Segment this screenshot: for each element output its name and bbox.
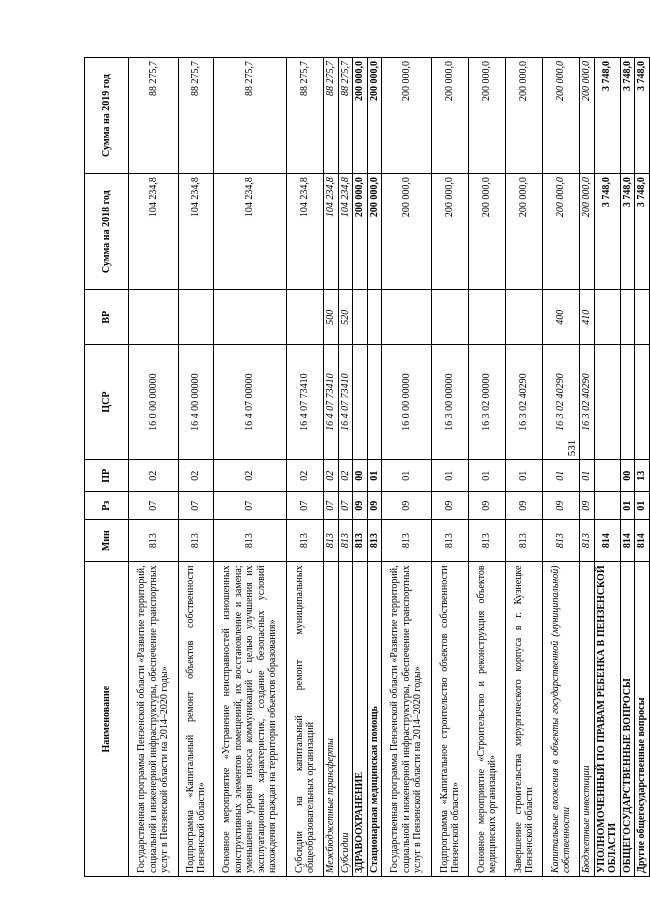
cell-sum-2019: 200 000,0 [469,58,506,174]
cell-sum-2019: 200 000,0 [543,58,580,174]
cell-vr [214,290,287,345]
cell-min: 813 [338,519,353,561]
cell-sum-2018: 200 000,0 [543,174,580,290]
cell-vr [129,290,179,345]
cell-rz: 07 [324,492,339,519]
cell-min: 813 [580,519,595,561]
cell-pr: 02 [214,460,287,492]
cell-sum-2018: 200 000,0 [506,174,543,290]
header-vr: ВР [85,290,129,345]
cell-name: Завершение строительства хирургического корпуса в г. Кузнецке Пензенской области [506,562,543,877]
cell-sum-2019: 88 275,7 [179,58,214,174]
cell-min: 814 [635,519,650,561]
cell-vr [506,290,543,345]
cell-vr: 520 [338,290,353,345]
cell-sum-2018: 200 000,0 [580,174,595,290]
header-min: Мин [85,519,129,561]
cell-min: 814 [620,519,635,561]
cell-csr: 16 3 02 00000 [469,345,506,460]
cell-pr: 02 [338,460,353,492]
cell-vr [469,290,506,345]
cell-pr: 00 [620,460,635,492]
cell-min: 813 [469,519,506,561]
cell-csr [367,345,382,460]
cell-rz [594,492,620,519]
cell-min: 814 [594,519,620,561]
cell-vr [635,290,650,345]
cell-rz: 07 [179,492,214,519]
cell-rz: 09 [469,492,506,519]
cell-sum-2019: 200 000,0 [382,58,432,174]
table-row [432,58,469,877]
table-row [338,58,353,877]
header-row [85,58,129,877]
cell-sum-2018: 200 000,0 [367,174,382,290]
cell-min: 813 [214,519,287,561]
header-rz: Рз [85,492,129,519]
cell-sum-2018: 104 234,8 [179,174,214,290]
cell-csr: 16 4 07 00000 [214,345,287,460]
cell-min: 813 [506,519,543,561]
cell-name: Основное мероприятие «Строительство и реконструкция объектов медицинских организаций» [469,562,506,877]
cell-rz: 07 [214,492,287,519]
table-row [382,58,432,877]
cell-pr: 02 [324,460,339,492]
cell-name: УПОЛНОМОЧЕННЫЙ ПО ПРАВАМ РЕБЕНКА В ПЕНЗЕНСКОЙ ОБЛАСТИ [594,562,620,877]
table-row [594,58,620,877]
cell-sum-2019: 3 748,0 [635,58,650,174]
cell-sum-2019: 88 275,7 [287,58,324,174]
cell-sum-2019: 200 000,0 [353,58,368,174]
header-pr: ПР [85,460,129,492]
cell-pr: 01 [432,460,469,492]
cell-name: Бюджетные инвестиции [580,562,595,877]
cell-pr: 01 [382,460,432,492]
cell-pr: 01 [469,460,506,492]
cell-pr: 02 [287,460,324,492]
table-row [469,58,506,877]
cell-pr: 13 [635,460,650,492]
cell-pr: 02 [179,460,214,492]
cell-csr [594,345,620,460]
cell-pr: 01 [580,460,595,492]
cell-vr: 410 [580,290,595,345]
cell-name: ЗДРАВООХРАНЕНИЕ [353,562,368,877]
cell-name: Субсидии на капитальный ремонт муниципальных общеобразовательных организаций [287,562,324,877]
cell-min: 813 [287,519,324,561]
cell-vr [179,290,214,345]
cell-sum-2018: 3 748,0 [594,174,620,290]
cell-name: Другие общегосударственные вопросы [635,562,650,877]
cell-min: 813 [432,519,469,561]
table-row [214,58,287,877]
cell-csr: 16 3 00 00000 [432,345,469,460]
cell-sum-2018: 104 234,8 [129,174,179,290]
table-row [580,58,595,877]
cell-vr [594,290,620,345]
cell-sum-2018: 200 000,0 [432,174,469,290]
cell-sum-2018: 3 748,0 [635,174,650,290]
cell-rz: 09 [543,492,580,519]
cell-name: Государственная программа Пензенской области «Развитие территорий, социальной и инженерной инфраструктуры, обеспечение транспортных услуг в Пензенской области на 2014–2020 годы» [129,562,179,877]
cell-csr [635,345,650,460]
cell-sum-2018: 104 234,8 [324,174,339,290]
cell-rz: 07 [287,492,324,519]
cell-csr [353,345,368,460]
table-row [635,58,650,877]
cell-sum-2019: 88 275,7 [214,58,287,174]
page-number: 531 [566,439,578,457]
cell-name: Межбюджетные трансферты [324,562,339,877]
table-row [324,58,339,877]
cell-vr [432,290,469,345]
cell-rz: 07 [129,492,179,519]
cell-sum-2019: 3 748,0 [594,58,620,174]
cell-sum-2019: 200 000,0 [580,58,595,174]
cell-pr: 02 [129,460,179,492]
cell-rz: 09 [353,492,368,519]
cell-sum-2019: 200 000,0 [506,58,543,174]
cell-vr [353,290,368,345]
header-sum-2019: Сумма на 2019 год [85,58,129,174]
cell-sum-2018: 3 748,0 [620,174,635,290]
cell-vr: 400 [543,290,580,345]
header-name: Наименование [85,562,129,877]
cell-sum-2019: 3 748,0 [620,58,635,174]
table-row [129,58,179,877]
table-row [506,58,543,877]
cell-name: Подпрограмма «Капитальный ремонт объектов собственности Пензенской области» [179,562,214,877]
cell-rz: 01 [635,492,650,519]
cell-name: Подпрограмма «Капитальное строительство объектов собственности Пензенской области» [432,562,469,877]
cell-min: 813 [543,519,580,561]
cell-sum-2019: 88 275,7 [129,58,179,174]
cell-csr: 16 4 07 73410 [324,345,339,460]
cell-vr: 500 [324,290,339,345]
cell-sum-2019: 88 275,7 [338,58,353,174]
cell-vr [287,290,324,345]
cell-rz: 09 [506,492,543,519]
cell-sum-2018: 200 000,0 [469,174,506,290]
cell-vr [367,290,382,345]
cell-min: 813 [367,519,382,561]
cell-rz: 09 [382,492,432,519]
cell-pr: 01 [543,460,580,492]
table-row [287,58,324,877]
cell-name: Основное мероприятие «Устранение неисправностей изношенных конструктивных элементов помещений, их восстановление и замена; уменьшение уровня износа коммуникаций с целью улучшения их эксплуатационных характеристик, создание безопасных условий нахождения граждан на территории объектов образования» [214,562,287,877]
cell-min: 813 [179,519,214,561]
cell-csr [620,345,635,460]
cell-min: 813 [382,519,432,561]
cell-csr: 16 3 02 40290 [580,345,595,460]
cell-rz: 01 [620,492,635,519]
cell-rz: 07 [338,492,353,519]
cell-csr: 16 4 00 00000 [179,345,214,460]
table-body [129,58,650,877]
table-row [543,58,580,877]
cell-min: 813 [129,519,179,561]
cell-pr: 01 [506,460,543,492]
cell-csr: 16 4 07 73410 [287,345,324,460]
cell-name: Стационарная медицинская помощь [367,562,382,877]
cell-rz: 09 [580,492,595,519]
cell-csr: 16 4 07 73410 [338,345,353,460]
cell-min: 813 [324,519,339,561]
cell-name: Субсидии [338,562,353,877]
cell-name: Государственная программа Пензенской области «Развитие территорий, социальной и инженерной инфраструктуры, обеспечение транспортных услуг в Пензенской области на 2014–2020 годы» [382,562,432,877]
cell-min: 813 [353,519,368,561]
table-row [620,58,635,877]
cell-csr: 16 0 00 00000 [129,345,179,460]
cell-pr [594,460,620,492]
cell-sum-2018: 104 234,8 [214,174,287,290]
cell-sum-2018: 104 234,8 [338,174,353,290]
cell-name: Капитальные вложения в объекты государственной (муниципальной) собственности [543,562,580,877]
table-row [353,58,368,877]
cell-sum-2019: 88 275,7 [324,58,339,174]
cell-csr: 16 0 00 00000 [382,345,432,460]
cell-csr: 16 3 02 40290 [543,345,580,460]
table-row [179,58,214,877]
cell-pr: 01 [367,460,382,492]
header-sum-2018: Сумма на 2018 год [85,174,129,290]
header-csr: ЦСР [85,345,129,460]
cell-sum-2018: 104 234,8 [287,174,324,290]
budget-table [84,57,650,877]
table-row [367,58,382,877]
cell-name: ОБЩЕГОСУДАРСТВЕННЫЕ ВОПРОСЫ [620,562,635,877]
cell-sum-2018: 200 000,0 [382,174,432,290]
cell-sum-2019: 200 000,0 [432,58,469,174]
cell-pr: 00 [353,460,368,492]
rotated-page [84,57,647,877]
cell-vr [382,290,432,345]
cell-csr: 16 3 02 40290 [506,345,543,460]
cell-sum-2018: 200 000,0 [353,174,368,290]
cell-rz: 09 [432,492,469,519]
cell-rz: 09 [367,492,382,519]
cell-vr [620,290,635,345]
cell-sum-2019: 200 000,0 [367,58,382,174]
